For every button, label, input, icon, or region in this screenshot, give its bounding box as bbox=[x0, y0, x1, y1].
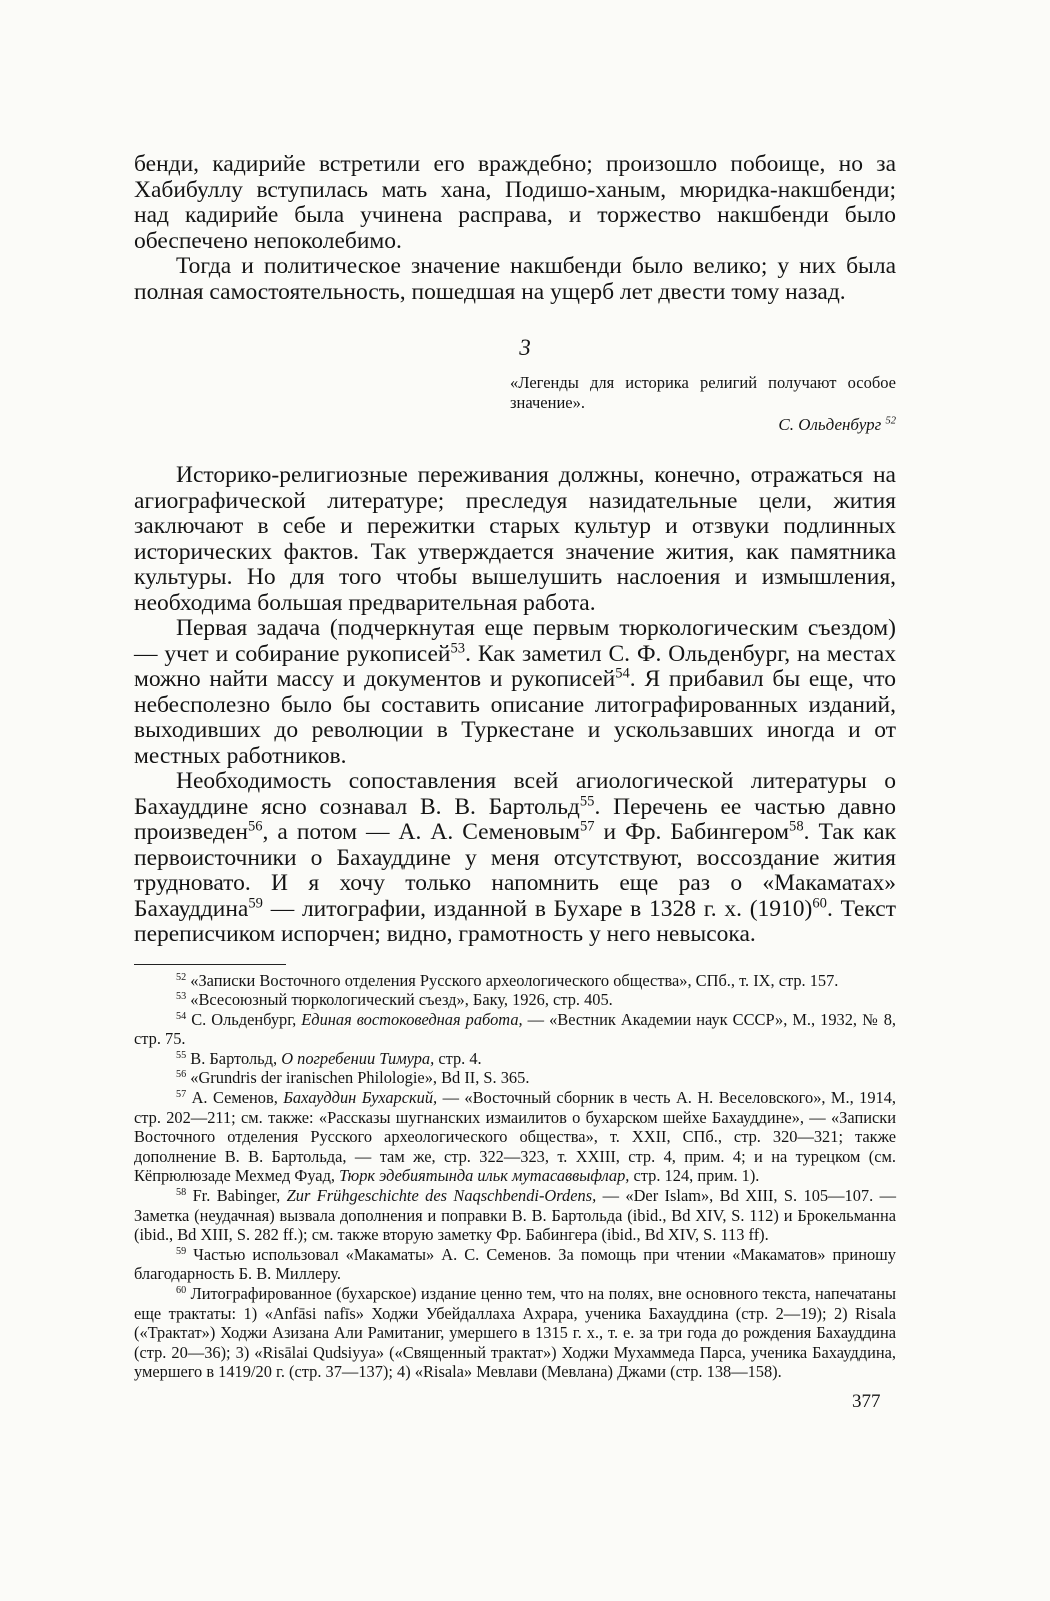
footnote-text: А. Семенов, bbox=[191, 1088, 284, 1108]
footnote-text: стр. 124, прим. 1). bbox=[629, 1166, 760, 1186]
footnote-ref: 52 bbox=[885, 415, 896, 427]
footnote-text: Fr. Babinger, bbox=[192, 1186, 287, 1206]
text-run: . Перечень ее частью давно произведен bbox=[134, 793, 896, 845]
footnote-number: 60 bbox=[176, 1284, 187, 1296]
text-run: . Так как первоисточники о Бахауддине у меня отсутствуют, воссоздание жития трудновато. И я хочу только напомнить еще раз о «Макаматах» Бахауддина bbox=[134, 819, 896, 922]
footnote-title: Zur Frühgeschichte des Naqschbendi-Ordens, bbox=[286, 1186, 597, 1206]
footnote-title: О погребении Тимура, bbox=[281, 1048, 435, 1068]
epigraph-author bbox=[134, 415, 896, 435]
text-run: . Как заметил С. Ф. Ольденбург, на местах можно найти массу и документов и рукописей bbox=[134, 640, 896, 692]
footnote-text: стр. 4. bbox=[434, 1048, 482, 1068]
footnote-57 bbox=[134, 1088, 896, 1186]
epigraph-author-name: С. Ольденбург bbox=[778, 415, 882, 434]
text-run: . Текст переписчиком испорчен; видно, грамотность у него невысока. bbox=[134, 895, 896, 947]
footnote-title: Тюрк эдебиятында ильк мутасаввыфлар, bbox=[339, 1166, 630, 1186]
footnote-number: 59 bbox=[176, 1245, 187, 1257]
footnote-60 bbox=[134, 1284, 896, 1382]
text-run: . Я прибавил бы еще, что небесполезно было бы составить описание литографированных изданий, выходивших до революции в Туркестане и ускользавших иногда и от местных работников. bbox=[134, 666, 897, 769]
footnote-text: В. Бартольд, bbox=[190, 1048, 282, 1068]
footnote-text: Литографированное (бухарское) издание ценно тем, что на полях, вне основного текста, напечатаны еще трактаты: 1) «Anfāsi nafīs» Ходжи Убейдаллаха Ахрара, ученика Бахауддина (стр. 2—19); 2) Risala («Трактат») Ходжи Азизана Али Рамитаниг, умершего в 1315 г. х., т. е. за три года до рождения Бахауддина (стр. 20—36); 3) «Risālai Qudsiyya» («Священный трактат») Ходжи Мухаммеда Парса, ученика Бахауддина, умершего в 1419/20 г. (стр. 37—137); 4) «Risala» Мевлави (Мевлана) Джами (стр. 138—158). bbox=[134, 1284, 896, 1382]
text-run: и Фр. Бабингером bbox=[594, 819, 790, 845]
footnote-text: — «Вестник Академии наук СССР», М., 1932, № 8, стр. 75. bbox=[134, 1009, 896, 1049]
page-number: 377 bbox=[852, 1391, 881, 1412]
footnote-text: — «Восточный сборник в честь А. Н. Веселовского», М., 1914, стр. 202—211; см. также: «Рассказы шугнанских измаилитов о бухарском шейхе Бахауддине», — «Записки Восточного отделения Русского археологического общества», т. XXII, СПб., стр. 320—321; также дополнение В. В. Бартольда, — там же, стр. 322—323, т. XXIII, стр. 4, прим. 4; и на турецком (см. Кёпрюлюзаде Мехмед Фуад, bbox=[134, 1088, 896, 1186]
footnote-text: «Всесоюзный тюркологический съезд», Баку, 1926, стр. 405. bbox=[190, 990, 613, 1010]
text-run: Необходимость сопоставления всей агиологической литературы о Бахауддине ясно сознавал В. В. Бартольд bbox=[134, 768, 896, 820]
footnote-ref: 60 bbox=[812, 894, 827, 911]
footnote-text: Частью использовал «Макаматы» А. С. Семенов. За помощь при чтении «Макаматов» приношу благодарность Б. В. Миллеру. bbox=[134, 1244, 896, 1284]
footnote-number: 52 bbox=[176, 971, 187, 983]
footnote-text: «Записки Восточного отделения Русского археологического общества», СПб., т. IX, стр. 157. bbox=[190, 970, 839, 990]
footnote-text: — «Der Islam», Bd XIII, S. 105—107. — Заметка (неудачная) вызвала дополнения и поправки В. В. Бартольда (ibid., Bd XIV, S. 112) и Брокельманна (ibid., Bd XIII, S. 282 ff.); см. также вторую заметку Фр. Бабингера (ibid., Bd XIV, S. 113 ff). bbox=[134, 1186, 896, 1245]
footnote-ref: 56 bbox=[247, 818, 263, 835]
footnote-number: 58 bbox=[176, 1186, 187, 1198]
footnotes bbox=[134, 971, 896, 1382]
epigraph bbox=[134, 373, 896, 435]
footnote-number: 53 bbox=[176, 991, 187, 1002]
footnote-ref: 59 bbox=[248, 894, 263, 911]
footnote-56 bbox=[134, 1068, 896, 1088]
footnote-55 bbox=[134, 1049, 896, 1069]
footnote-52 bbox=[134, 971, 896, 991]
footnote-title: Единая востоковедная работа, bbox=[301, 1009, 523, 1029]
page-content bbox=[134, 152, 896, 1382]
footnote-number: 54 bbox=[176, 1010, 187, 1022]
epigraph-text: «Легенды для историка религий получают особое значение». bbox=[510, 373, 896, 412]
footnote-53 bbox=[134, 990, 896, 1010]
footnote-54 bbox=[134, 1010, 896, 1049]
footnote-number: 57 bbox=[176, 1088, 187, 1100]
footnote-number: 56 bbox=[176, 1069, 187, 1081]
paragraph-2: Тогда и политическое значение накшбенди было велико; у них была полная самостоятельность, пошедшая на ущерб лет двести тому назад. bbox=[134, 253, 896, 305]
footnote-ref: 57 bbox=[579, 818, 595, 835]
footnote-divider bbox=[134, 964, 286, 965]
footnote-text: С. Ольденбург, bbox=[191, 1009, 302, 1029]
footnote-title: Бахауддин Бухарский, bbox=[283, 1088, 438, 1108]
footnote-ref: 55 bbox=[579, 792, 595, 809]
paragraph-1: бенди, кадирийе встретили его враждебно; произошло побоище, но за Хабибуллу вступилась мать хана, Подишо-ханым, мюридка-накшбенди; над кадирийе была учинена расправа, и торжество накшбенди было обеспечено непоколебимо. bbox=[134, 151, 896, 254]
footnote-59 bbox=[134, 1245, 896, 1284]
paragraph-3: Историко-религиозные переживания должны, конечно, отражаться на агиографической литературе; преследуя назидательные цели, жития заключают в себе и пережитки старых культур и отзвуки подлинных исторических фактов. Так утверждается значение жития, как памятника культуры. Но для того чтобы вышелушить наслоения и измышления, необходима большая предварительная работа. bbox=[134, 462, 896, 616]
section-number: 3 bbox=[519, 335, 531, 360]
footnote-ref: 58 bbox=[789, 818, 804, 835]
footnote-ref: 54 bbox=[615, 665, 630, 682]
text-run: Первая задача (подчеркнутая еще первым тюркологическим съездом) — учет и собирание рукописей bbox=[134, 615, 896, 667]
paragraph-5 bbox=[134, 769, 896, 948]
footnote-ref: 53 bbox=[450, 639, 466, 656]
paragraph-4 bbox=[134, 616, 896, 769]
footnote-number: 55 bbox=[176, 1049, 187, 1061]
footnote-58 bbox=[134, 1186, 896, 1245]
text-run: , а потом — А. А. Семеновым bbox=[262, 819, 580, 845]
text-run: — литографии, изданной в Бухаре в 1328 г. х. (1910) bbox=[262, 895, 813, 922]
footnote-text: «Grundris der iranischen Philologie», Bd II, S. 365. bbox=[190, 1068, 530, 1088]
